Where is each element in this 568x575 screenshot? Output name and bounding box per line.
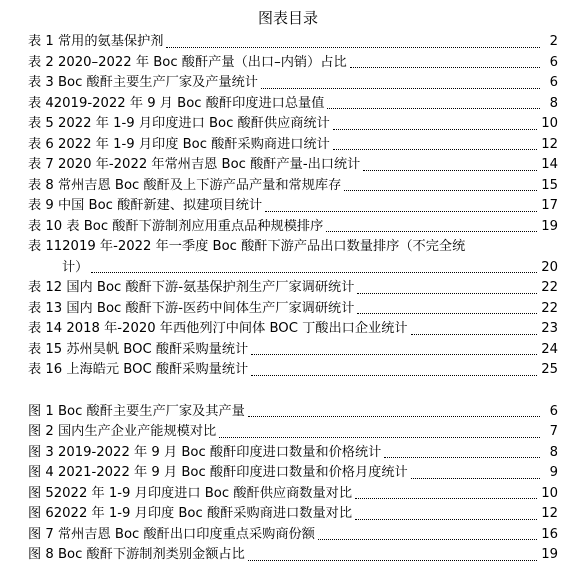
entry-page: 20 — [541, 259, 558, 275]
entry-label-continued: 计） — [62, 259, 89, 275]
table-list — [28, 32, 558, 381]
dot-leader — [248, 416, 540, 417]
entry-label: 表 9 中国 Boc 酸酐新建、拟建项目统计 — [28, 198, 263, 213]
toc-title: 图表目录 — [257, 9, 318, 27]
dot-leader — [357, 313, 537, 314]
toc-entry-table-12[interactable] — [28, 278, 558, 299]
entry-label: 图 1 Boc 酸酐主要生产厂家及其产量 — [28, 403, 245, 419]
entry-label: 表 15 苏州昊帆 BOC 酸酐采购量统计 — [28, 341, 249, 357]
toc-entry-table-13[interactable] — [28, 299, 558, 320]
toc-entry-figure-8[interactable] — [28, 545, 558, 566]
entry-page: 9 — [549, 465, 558, 480]
entry-label: 表 2 2020–2022 年 Boc 酸酐产量（出口–内销）占比 — [28, 54, 347, 70]
dot-leader — [265, 211, 537, 212]
toc-entry-table-2[interactable] — [28, 53, 558, 74]
toc-entry-figure-4[interactable] — [28, 463, 558, 484]
dot-leader — [350, 67, 540, 68]
entry-label: 图 52022 年 1-9 月印度进口 Boc 酸酐供应商数量对比 — [28, 485, 353, 501]
entry-page: 10 — [541, 485, 558, 501]
entry-page: 12 — [541, 136, 558, 152]
entry-page: 19 — [541, 218, 558, 234]
entry-page: 10 — [541, 116, 558, 131]
dot-leader — [166, 47, 540, 48]
toc-entry-table-4[interactable] — [28, 94, 558, 115]
dot-leader — [333, 129, 537, 130]
entry-page: 17 — [541, 198, 558, 213]
toc-entry-table-7[interactable] — [28, 155, 558, 176]
dot-leader — [326, 231, 537, 232]
entry-label: 表 42019-2022 年 9 月 Boc 酸酐印度进口总量值 — [28, 95, 325, 111]
dot-leader — [251, 375, 537, 376]
dot-leader — [219, 437, 540, 438]
entry-page: 24 — [541, 341, 558, 357]
entry-page: 22 — [541, 280, 558, 295]
entry-page: 23 — [541, 321, 558, 336]
entry-page: 22 — [541, 300, 558, 316]
entry-label: 表 6 2022 年 1-9 月印度 Boc 酸酐采购商进口统计 — [28, 136, 330, 152]
toc-entry-figure-1[interactable] — [28, 402, 558, 423]
toc-entry-table-14[interactable] — [28, 319, 558, 340]
entry-page: 6 — [549, 403, 558, 419]
toc-entry-table-6[interactable] — [28, 135, 558, 156]
dot-leader — [261, 88, 540, 89]
entry-page: 19 — [541, 547, 558, 562]
entry-page: 8 — [549, 95, 558, 111]
entry-page: 8 — [549, 444, 558, 460]
entry-label: 表 1 常用的氨基保护剂 — [28, 34, 164, 49]
dot-leader — [384, 457, 540, 458]
dot-leader — [355, 519, 537, 520]
toc-entry-figure-3[interactable] — [28, 443, 558, 464]
toc-entry-table-3[interactable] — [28, 73, 558, 94]
entry-label: 图 3 2019-2022 年 9 月 Boc 酸酐印度进口数量和价格统计 — [28, 444, 382, 460]
toc-entry-figure-2[interactable] — [28, 422, 558, 443]
entry-page: 15 — [541, 177, 558, 193]
entry-label: 表 112019 年-2022 年一季度 Boc 酸酐下游产品出口数量排序（不完全统 — [28, 239, 466, 254]
figure-list — [28, 402, 558, 566]
dot-leader — [357, 293, 537, 294]
entry-label: 表 14 2018 年-2020 年西他列汀中间体 BOC 丁酸出口企业统计 — [28, 321, 408, 336]
entry-page: 25 — [541, 362, 558, 377]
dot-leader — [91, 272, 537, 273]
entry-label: 图 62022 年 1-9 月印度 Boc 酸酐采购商进口数量对比 — [28, 506, 353, 521]
toc-entry-table-15[interactable] — [28, 340, 558, 361]
entry-label: 表 7 2020 年-2022 年常州吉恩 Boc 酸酐产量-出口统计 — [28, 157, 361, 172]
dot-leader — [251, 354, 537, 355]
toc-entry-table-16[interactable] — [28, 360, 558, 381]
entry-page: 14 — [541, 157, 558, 172]
toc-entry-table-10[interactable] — [28, 217, 558, 238]
entry-label: 表 13 国内 Boc 酸酐下游-医药中间体生产厂家调研统计 — [28, 300, 355, 316]
entry-page: 6 — [549, 75, 558, 90]
toc-entry-table-9[interactable] — [28, 196, 558, 217]
entry-page: 7 — [549, 424, 558, 439]
entry-page: 2 — [549, 34, 558, 49]
entry-label: 表 3 Boc 酸酐主要生产厂家及产量统计 — [28, 75, 258, 90]
toc-entry-figure-6[interactable] — [28, 504, 558, 525]
toc-entry-table-11[interactable] — [28, 237, 558, 278]
entry-page: 6 — [549, 54, 558, 70]
dot-leader — [411, 334, 538, 335]
entry-label: 图 7 常州吉恩 Boc 酸酐出口印度重点采购商份额 — [28, 526, 315, 542]
dot-leader — [344, 190, 537, 191]
dot-leader — [318, 539, 537, 540]
dot-leader — [248, 560, 537, 561]
entry-label: 表 8 常州吉恩 Boc 酸酐及上下游产品产量和常规库存 — [28, 177, 342, 193]
toc-entry-table-8[interactable] — [28, 176, 558, 197]
dot-leader — [327, 108, 540, 109]
entry-page: 16 — [541, 526, 558, 542]
entry-label: 图 4 2021-2022 年 9 月 Boc 酸酐印度进口数量和价格月度统计 — [28, 465, 408, 480]
entry-label: 图 8 Boc 酸酐下游制剂类别金额占比 — [28, 547, 245, 562]
dot-leader — [333, 149, 537, 150]
toc-entry-figure-7[interactable] — [28, 525, 558, 546]
toc-entry-table-1[interactable] — [28, 32, 558, 53]
toc-entry-figure-5[interactable] — [28, 484, 558, 505]
entry-page: 12 — [541, 506, 558, 521]
entry-label: 表 5 2022 年 1-9 月印度进口 Boc 酸酐供应商统计 — [28, 116, 330, 131]
dot-leader — [363, 170, 537, 171]
entry-label: 表 16 上海皓元 BOC 酸酐采购量统计 — [28, 362, 249, 377]
dot-leader — [355, 498, 537, 499]
entry-label: 图 2 国内生产企业产能规模对比 — [28, 424, 217, 439]
entry-label: 表 10 表 Boc 酸酐下游制剂应用重点品种规模排序 — [28, 218, 324, 234]
entry-label: 表 12 国内 Boc 酸酐下游-氨基保护剂生产厂家调研统计 — [28, 280, 355, 295]
toc-entry-table-5[interactable] — [28, 114, 558, 135]
section-gap — [28, 381, 558, 402]
dot-leader — [411, 478, 540, 479]
